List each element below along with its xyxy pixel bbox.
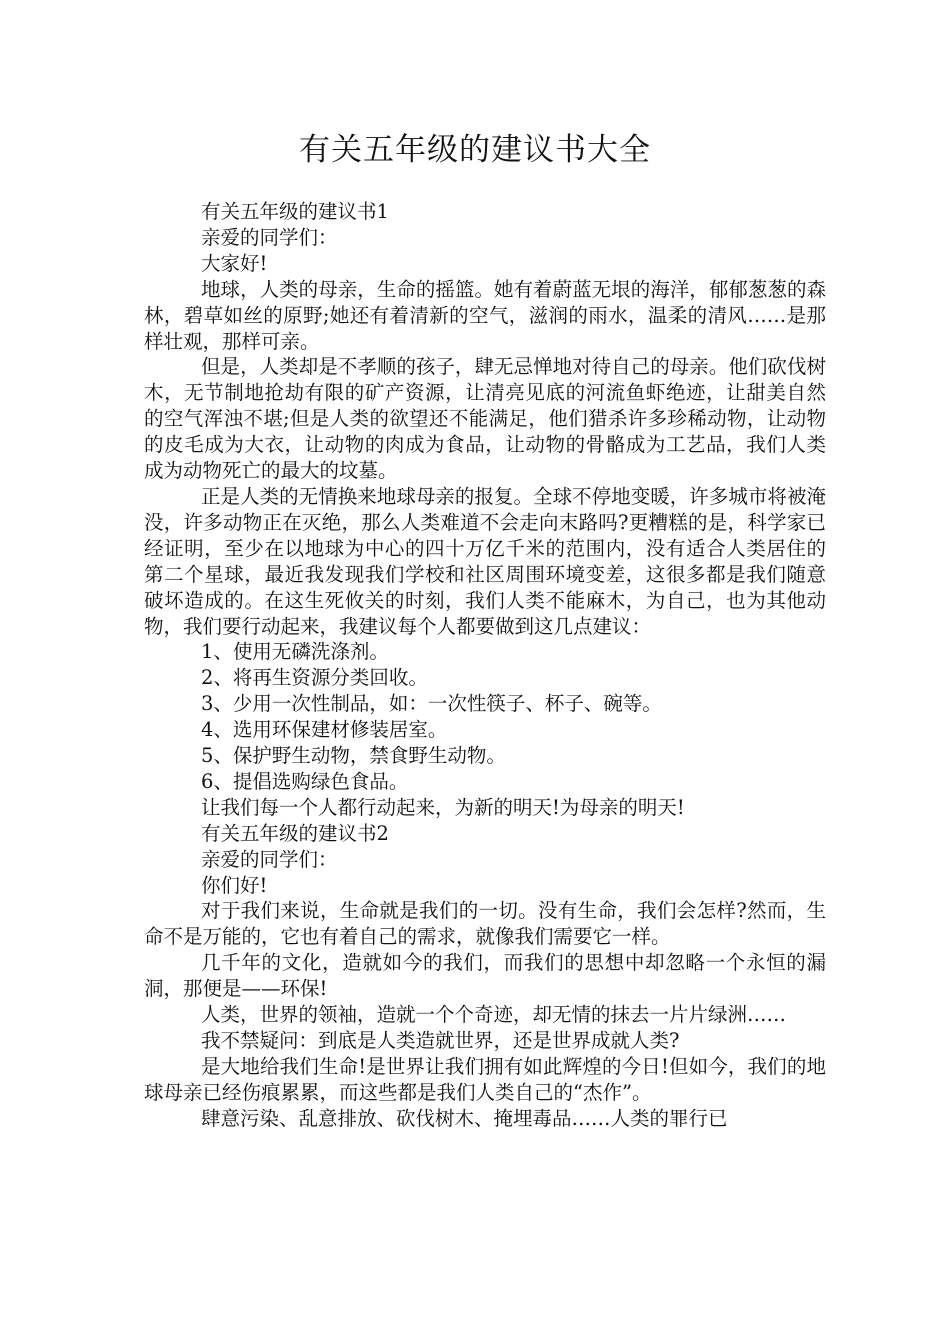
paragraph: 地球，人类的母亲，生命的摇篮。她有着蔚蓝无垠的海洋，郁郁葱葱的森林，碧草如丝的原野;她还有着清新的空气，滋润的雨水，温柔的清风……是那样壮观，那样可亲。	[144, 277, 826, 353]
list-item: 6、提倡选购绿色食品。	[201, 769, 409, 793]
paragraph: 我不禁疑问：到底是人类造就世界，还是世界成就人类?	[201, 1029, 680, 1052]
paragraph: 但是，人类却是不孝顺的孩子，肆无忌惮地对待自己的母亲。他们砍伐树木，无节制地抢劫有限的矿产资源，让清亮见底的河流鱼虾绝迹，让甜美自然的空气浑浊不堪;但是人类的欲望还不能满足，他们猎杀许多珍稀动物，让动物的皮毛成为大衣，让动物的肉成为食品，让动物的骨骼成为工艺品，我们人类成为动物死亡的最大的坟墓。	[144, 355, 826, 483]
list-item: 3、少用一次性制品，如：一次性筷子、杯子、碗等。	[201, 692, 662, 716]
salutation: 亲爱的同学们：	[201, 225, 338, 249]
paragraph: 人类，世界的领袖，造就一个个奇迹，却无情的抹去一片片绿洲……	[201, 1003, 787, 1027]
paragraph: 肆意污染、乱意排放、砍伐树木、掩埋毒品……人类的罪行已	[201, 1106, 728, 1130]
greeting: 你们好!	[201, 873, 268, 897]
paragraph: 正是人类的无情换来地球母亲的报复。全球不停地变暖，许多城市将被淹没，许多动物正在灭绝，那么人类难道不会走向末路吗?更糟糕的是，科学家已经证明，至少在以地球为中心的四十万亿千米的范围内，没有适合人类居住的第二个星球，最近我发现我们学校和社区周围环境变差，这很多都是我们随意破坏造成的。在这生死攸关的时刻，我们人类不能麻木，为自己，也为其他动物，我们要行动起来，我建议每个人都要做到这几点建议：	[144, 484, 826, 638]
document-title: 有关五年级的建议书大全	[299, 132, 651, 168]
paragraph: 几千年的文化，造就如今的我们，而我们的思想中却忽略一个永恒的漏洞，那便是——环保!	[144, 951, 826, 1001]
paragraph: 是大地给我们生命!是世界让我们拥有如此辉煌的今日!但如今，我们的地球母亲已经伤痕累累，而这些都是我们人类自己的“杰作”。	[144, 1054, 826, 1104]
greeting: 大家好!	[201, 251, 268, 275]
heading-letter-2: 有关五年级的建议书2	[201, 821, 389, 845]
list-item: 4、选用环保建材修装居室。	[201, 718, 448, 742]
paragraph: 对于我们来说，生命就是我们的一切。没有生命，我们会怎样?然而，生命不是万能的，它也有着自己的需求，就像我们需要它一样。	[144, 899, 826, 949]
document-body	[144, 199, 826, 1132]
heading-letter-1: 有关五年级的建议书1	[201, 200, 389, 223]
closing-line: 让我们每一个人都行动起来，为新的明天!为母亲的明天!	[201, 795, 685, 819]
list-item: 5、保护野生动物，禁食野生动物。	[201, 744, 506, 768]
list-item: 1、使用无磷洗涤剂。	[201, 640, 389, 664]
list-item: 2、将再生资源分类回收。	[201, 666, 428, 690]
salutation: 亲爱的同学们：	[201, 847, 338, 871]
